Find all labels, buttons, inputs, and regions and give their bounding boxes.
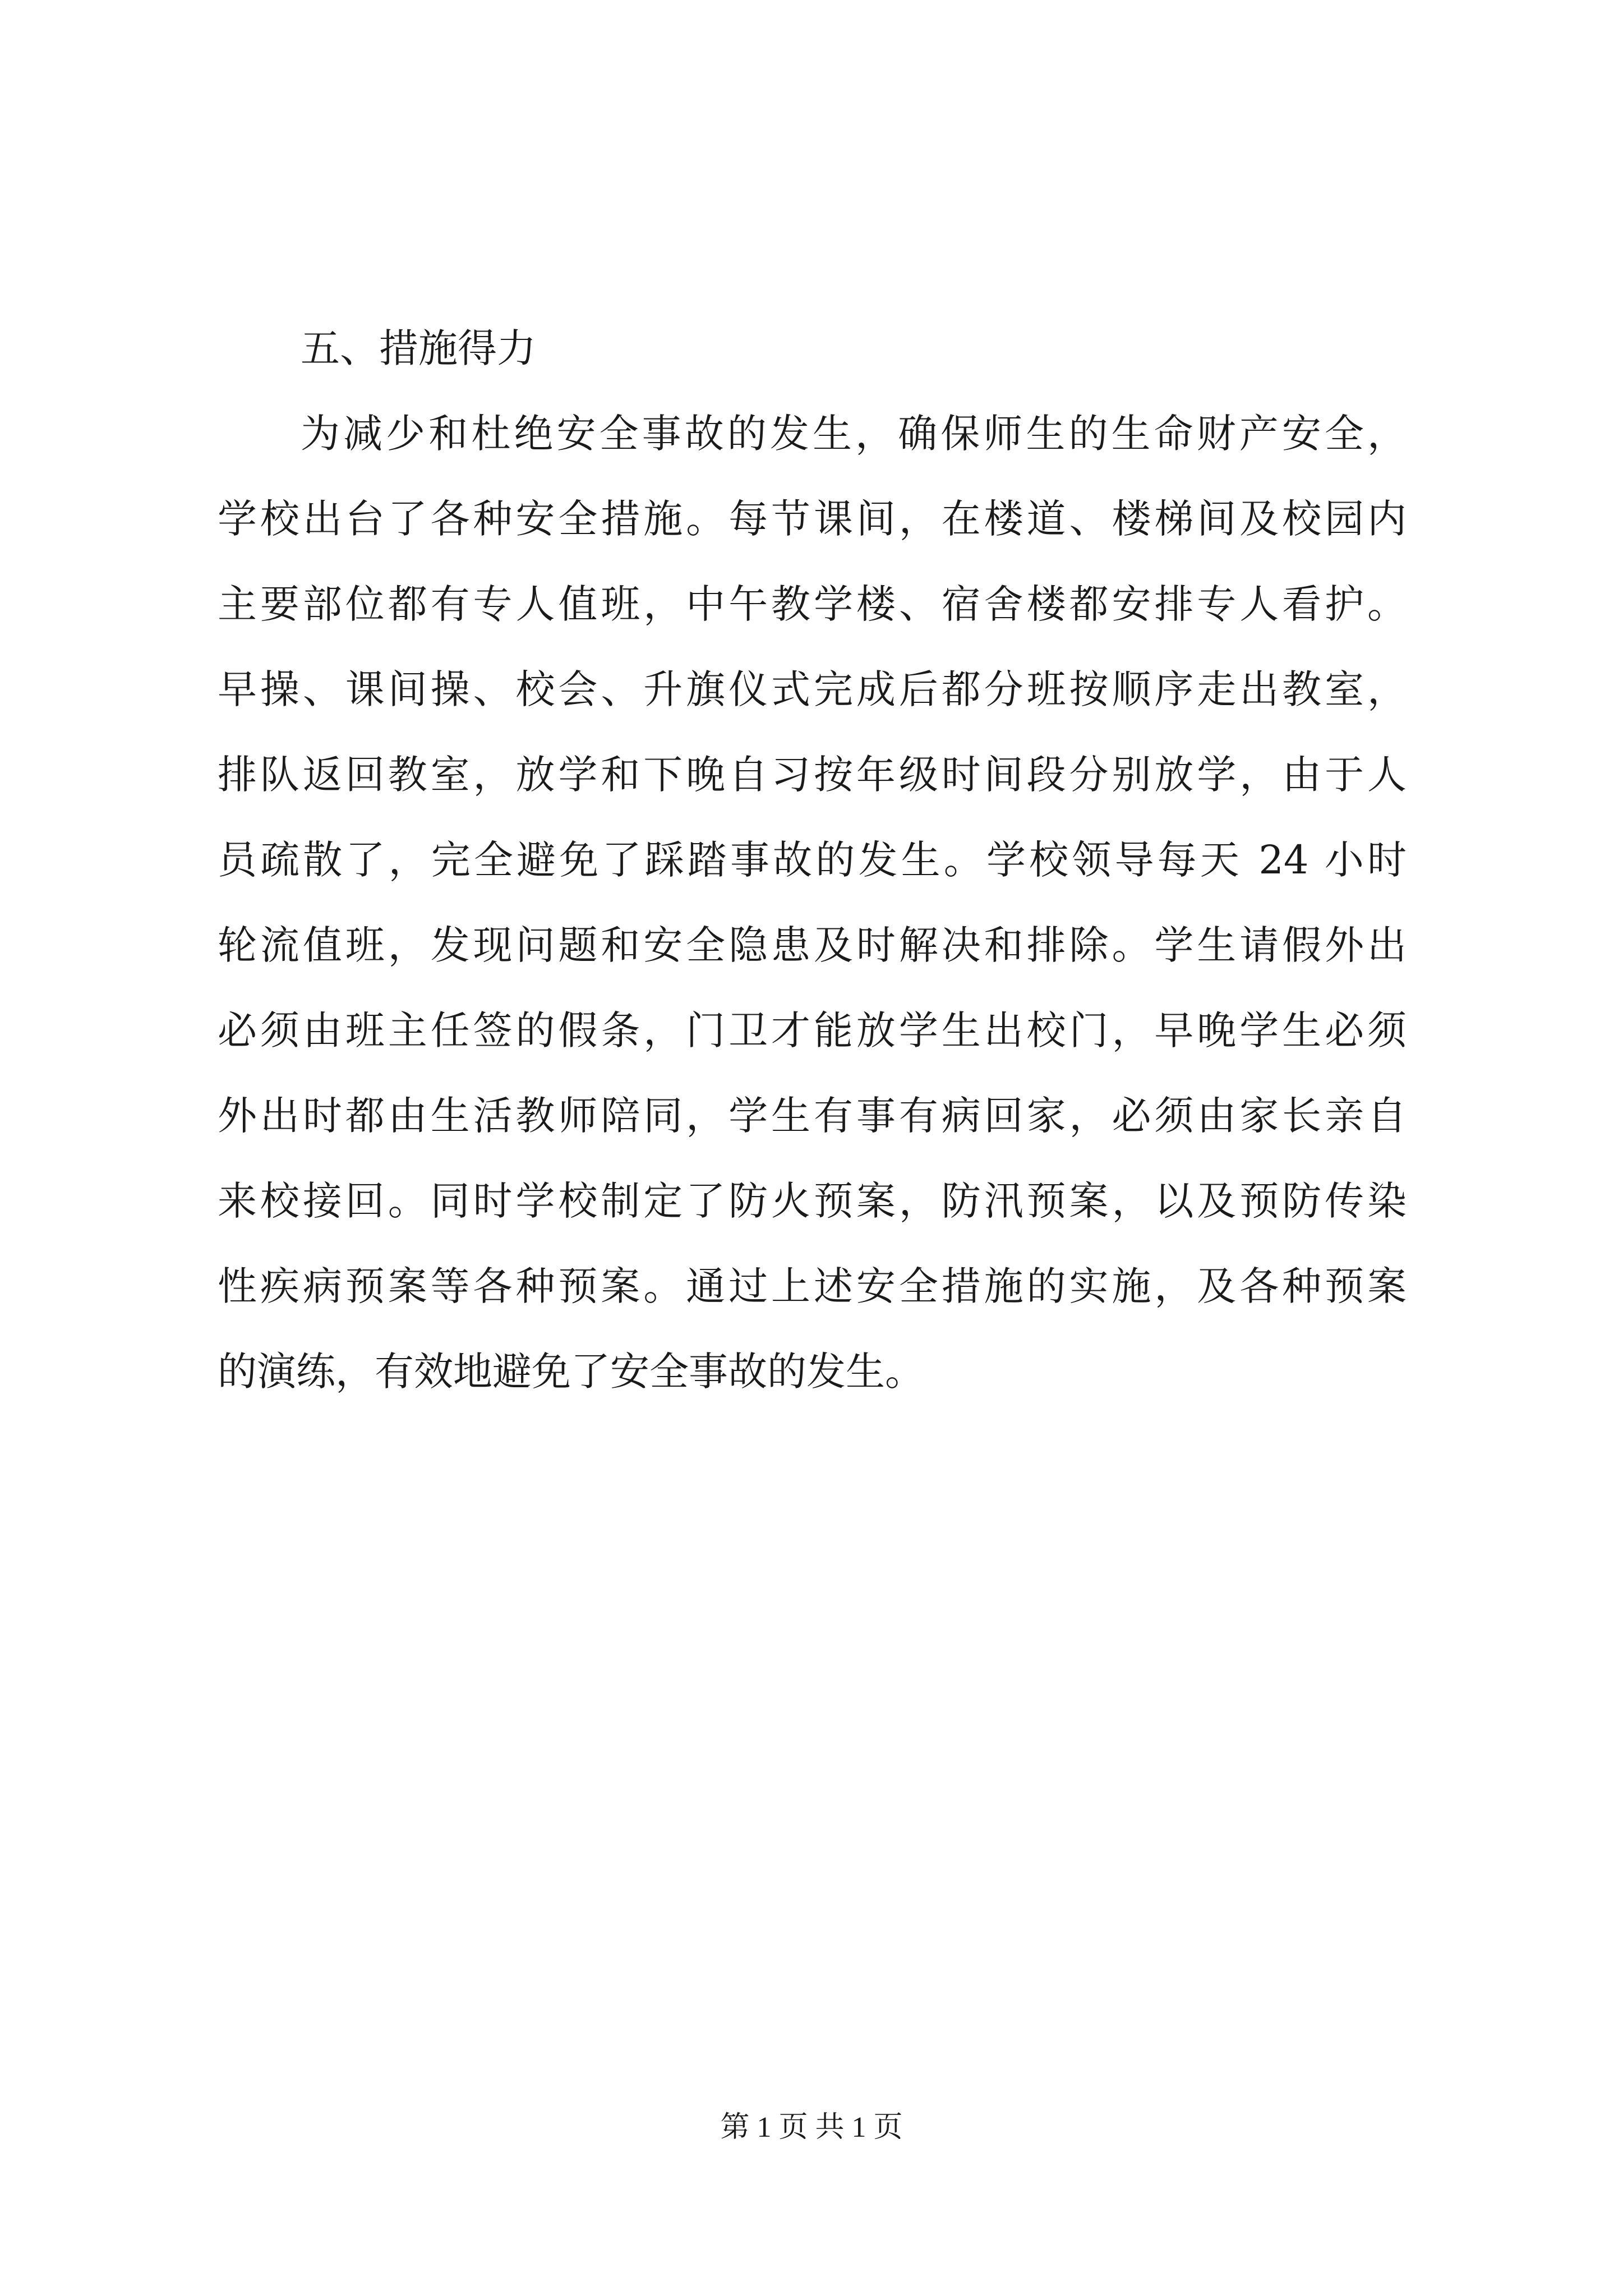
paragraph-line-10: 来校接回。同时学校制定了防火预案，防汛预案，以及预防传染 [218,1178,1407,1224]
paragraph-line-12: 的演练，有效地避免了安全事故的发生。 [218,1349,924,1395]
paragraph-line-1: 为减少和杜绝安全事故的发生，确保师生的生命财产安全， [301,411,1407,457]
section-heading: 五、措施得力 [301,325,536,371]
paragraph-line-2: 学校出台了各种安全措施。每节课间，在楼道、楼梯间及校园内 [218,496,1407,542]
paragraph-line-7: 轮流值班，发现问题和安全隐患及时解决和排除。学生请假外出 [218,922,1407,968]
paragraph-line-4: 早操、课间操、校会、升旗仪式完成后都分班按顺序走出教室， [218,666,1407,712]
paragraph-line-8: 必须由班主任签的假条，门卫才能放学生出校门，早晚学生必须 [218,1007,1407,1053]
paragraph-line-9: 外出时都由生活教师陪同，学生有事有病回家，必须由家长亲自 [218,1093,1407,1139]
document-body [218,306,1407,1414]
paragraph-line-6: 员疏散了，完全避免了踩踏事故的发生。学校领导每天 24 小时 [218,837,1407,883]
paragraph-line-3: 主要部位都有专人值班，中午教学楼、宿舍楼都安排专人看护。 [218,581,1407,627]
paragraph-line-5: 排队返回教室，放学和下晚自习按年级时间段分别放学，由于人 [218,752,1407,798]
paragraph-line-11: 性疾病预案等各种预案。通过上述安全措施的实施，及各种预案 [218,1263,1407,1309]
page-number-footer: 第 1 页 共 1 页 [720,2111,903,2143]
